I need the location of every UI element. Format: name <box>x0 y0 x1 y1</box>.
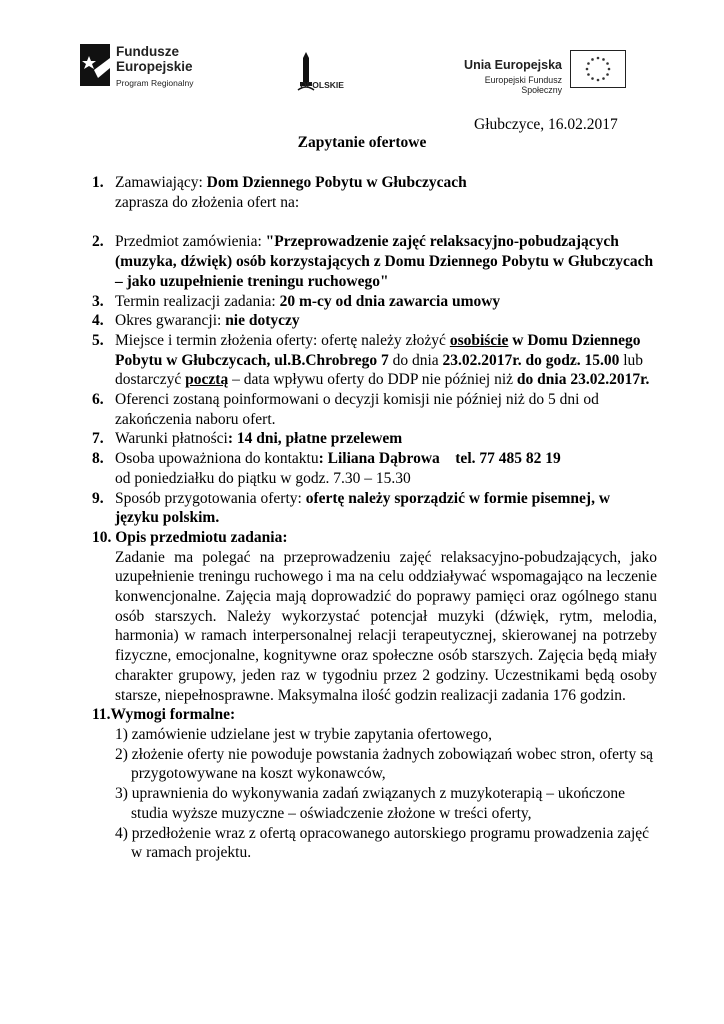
item-number: 9. <box>92 489 104 507</box>
sub-list <box>92 725 657 863</box>
list-item-10 <box>92 528 657 705</box>
item-number: 11. <box>92 706 111 724</box>
item-text: lub dostarczyć <box>115 351 644 389</box>
eu-star-icon <box>586 68 589 71</box>
document-date: Głubczyce, 16.02.2017 <box>474 116 618 133</box>
sub-item: 2) złożenie oferty nie powoduje powstania żadnych zobowiązań wobec stron, oferty są przygotowywane na koszt wykonawców, <box>115 745 653 783</box>
item-bold-text: w Domu Dziennego Pobytu w Głubczycach, ul.B.Chrobrego 7 <box>115 331 641 369</box>
list-item-11 <box>92 705 657 863</box>
item-heading: Opis przedmiotu zadania: <box>111 528 288 546</box>
item-text: do dnia <box>388 351 443 369</box>
eu-star-icon <box>606 73 609 76</box>
eu-line-1: Unia Europejska <box>464 58 562 72</box>
eu-star-icon <box>602 58 605 61</box>
item-number: 5. <box>92 331 104 349</box>
sub-item: 3) uprawnienia do wykonywania zadań związanych z muzykoterapią – ukończone studia wyższe muzyczne – oświadczenie złożone w treści oferty, <box>115 785 626 822</box>
unia-europejska-logo-text <box>444 58 562 95</box>
eu-star-icon <box>591 77 594 80</box>
eu-star-icon <box>587 62 590 65</box>
document-title <box>0 134 724 152</box>
item-bold-text: : Liliana Dąbrowa tel. 77 485 82 19 <box>318 450 561 468</box>
list-item-4 <box>92 311 657 331</box>
eu-star-icon <box>597 79 600 82</box>
list-item-6 <box>92 390 657 429</box>
eu-star-icon <box>606 62 609 65</box>
item-paragraph: Zadanie ma polegać na przeprowadzeniu zajęć relaksacyjno-pobudzających, jako uzupełnienie treningu ruchowego i ma na celu oddziaływać wspomagająco na leczenie konwencjonalne. Zajęcia mają doprowadzić do poprawy pamięci oraz ogólnego stanu osób starszych. Należy wykorzystać potencjał muzyki (dźwięk, rytm, melodia, harmonia) w ramach interpersonalnej relacji terapeutycznej, skierowanej na potrzeby fizyczne, emocjonalne, kognitywne oraz społeczne osób starszych. Zajęcia będą miały charakter grupowy, jeden raz w tygodniu przez 2 godziny. Uczestnikami będą osoby starsze, niepełnosprawne. Maksymalna ilość godzin realizacji zadania 176 godzin. <box>115 548 657 704</box>
item-number: 6. <box>92 391 104 409</box>
list-item-7 <box>92 429 657 449</box>
item-number: 1. <box>92 174 104 191</box>
item-text: Warunki płatności <box>115 430 228 448</box>
item-underlined-text: pocztą <box>185 371 229 389</box>
item-bold-text: : 14 dni, płatne przelewem <box>227 430 403 448</box>
list-item-9 <box>92 489 657 528</box>
item-bold-text: ofertę należy sporządzić w formie pisemnej, w języku polskim. <box>115 489 611 527</box>
list-item-8 <box>92 449 657 488</box>
item-text: Oferenci zostaną poinformowani o decyzji komisji nie później niż do 5 dni od zakończenia naboru ofert. <box>115 391 599 428</box>
item-number: 2. <box>92 233 104 251</box>
item-number: 8. <box>92 450 104 468</box>
fe-line-3: Program Regionalny <box>116 78 194 88</box>
eu-star-icon <box>597 57 600 60</box>
item-text: Termin realizacji zadania: <box>115 292 280 310</box>
opolskie-label: OPOLSKIE <box>300 80 344 90</box>
item-text: – data wpływu oferty do DDP nie później niż <box>228 371 517 389</box>
item-number: 4. <box>92 312 104 330</box>
item-text: od poniedziałku do piątku w godz. 7.30 – 15.30 <box>115 469 411 487</box>
document-body <box>92 173 657 863</box>
fe-line-2: Europejskie <box>116 59 193 74</box>
item-number: 10. <box>92 528 112 546</box>
item-text: Zamawiający: <box>115 174 207 191</box>
eu-line-2: Europejski Fundusz Społeczny <box>484 75 562 95</box>
eu-star-icon <box>591 58 594 61</box>
title-text: Zapytanie ofertowe <box>297 134 427 151</box>
item-text: zaprasza do złożenia ofert na: <box>115 193 300 211</box>
item-bold-text: "Przeprowadzenie zajęć relaksacyjno-pobudzających (muzyka, dźwięk) osób korzystających z Domu Dziennego Pobytu w Głubczycach – jako uzupełnienie treningu ruchowego" <box>115 233 654 290</box>
eu-star-icon <box>602 77 605 80</box>
item-text: Przedmiot zamówienia: <box>115 233 266 251</box>
fe-emblem-icon <box>80 44 110 86</box>
item-bold-text: 20 m-cy od dnia zawarcia umowy <box>279 292 501 310</box>
item-text: Osoba upoważniona do kontaktu <box>115 450 319 468</box>
list-item-2 <box>92 232 657 291</box>
item-underlined-text: osobiście <box>449 331 509 349</box>
fundusze-europejskie-logo <box>80 44 193 91</box>
eu-flag-icon <box>570 50 626 88</box>
item-heading: Wymogi formalne: <box>110 706 236 724</box>
sub-item: 1) zamówienie udzielane jest w trybie zapytania ofertowego, <box>115 725 493 743</box>
item-text: Sposób przygotowania oferty: <box>115 489 306 507</box>
item-bold-text: do dnia 23.02.2017r. <box>516 371 650 389</box>
item-bold-text: nie dotyczy <box>225 312 300 330</box>
item-bold-text: Dom Dziennego Pobytu w Głubczycach <box>206 174 467 191</box>
item-text: Miejsce i termin złożenia oferty: ofertę należy złożyć <box>115 331 450 349</box>
item-number: 7. <box>92 430 104 448</box>
item-text: Okres gwarancji: <box>115 312 226 330</box>
eu-star-icon <box>608 68 611 71</box>
item-number: 3. <box>92 292 104 310</box>
list-item-1 <box>92 173 657 212</box>
fe-line-1: Fundusze <box>116 44 179 59</box>
sub-item: 4) przedłożenie wraz z ofertą opracowanego autorskiego programu prowadzenia zajęć w ramach projektu. <box>115 824 650 862</box>
list-item-3 <box>92 292 657 312</box>
eu-star-icon <box>587 73 590 76</box>
item-bold-text: 23.02.2017r. do godz. 15.00 <box>442 351 620 369</box>
list-item-5 <box>92 331 657 390</box>
